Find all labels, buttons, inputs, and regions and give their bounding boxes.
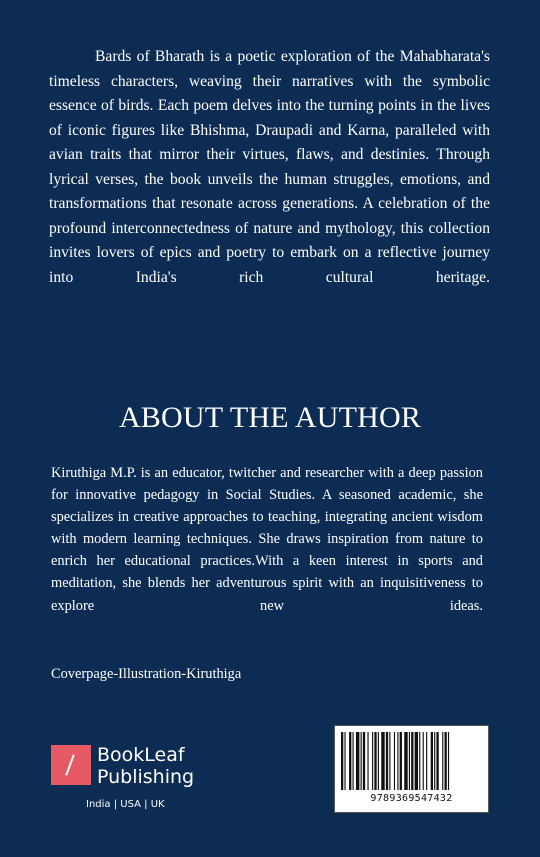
barcode-icon <box>341 732 482 790</box>
publisher-name-line1: BookLeaf <box>97 744 185 766</box>
isbn-barcode <box>334 725 489 813</box>
author-bio: Kiruthiga M.P. is an educator, twitcher and researcher with a deep passion for innovative pedagogy in Social Studies. A seasoned academic, she specializes in creative approaches to teaching, integrating ancient wisdom with modern learning techniques. She draws inspiration from nature to enrich her educational practices.With a keen interest in sports and meditation, she blends her adventurous spirit with an inquisitiveness to explore new ideas. <box>51 465 483 614</box>
publisher-name-line2: Publishing <box>97 766 195 788</box>
illustration-credit: Coverpage-Illustration-Kiruthiga <box>51 666 242 682</box>
publisher-logo <box>51 745 211 815</box>
bookleaf-logo-icon <box>51 745 91 785</box>
publisher-name <box>97 744 194 788</box>
about-author-heading: ABOUT THE AUTHOR <box>118 401 422 434</box>
isbn-number: 9789369547432 <box>370 793 453 804</box>
back-cover-blurb: Bards of Bharath is a poetic exploration of the Mahabharata's timeless characters, weaving their narratives with the symbolic essence of birds. Each poem delves into the turning points in the lives of iconic figures like Bhishma, Draupadi and Karna, paralleled with avian traits that mirror their virtues, flaws, and destinies. Through lyrical verses, the book unveils the human struggles, emotions, and transformations that resonate across generations. A celebration of the profound interconnectedness of nature and mythology, this collection invites lovers of epics and poetry to embark on a reflective journey into India's rich cultural heritage. <box>49 48 490 286</box>
publisher-regions: India | USA | UK <box>86 799 165 810</box>
